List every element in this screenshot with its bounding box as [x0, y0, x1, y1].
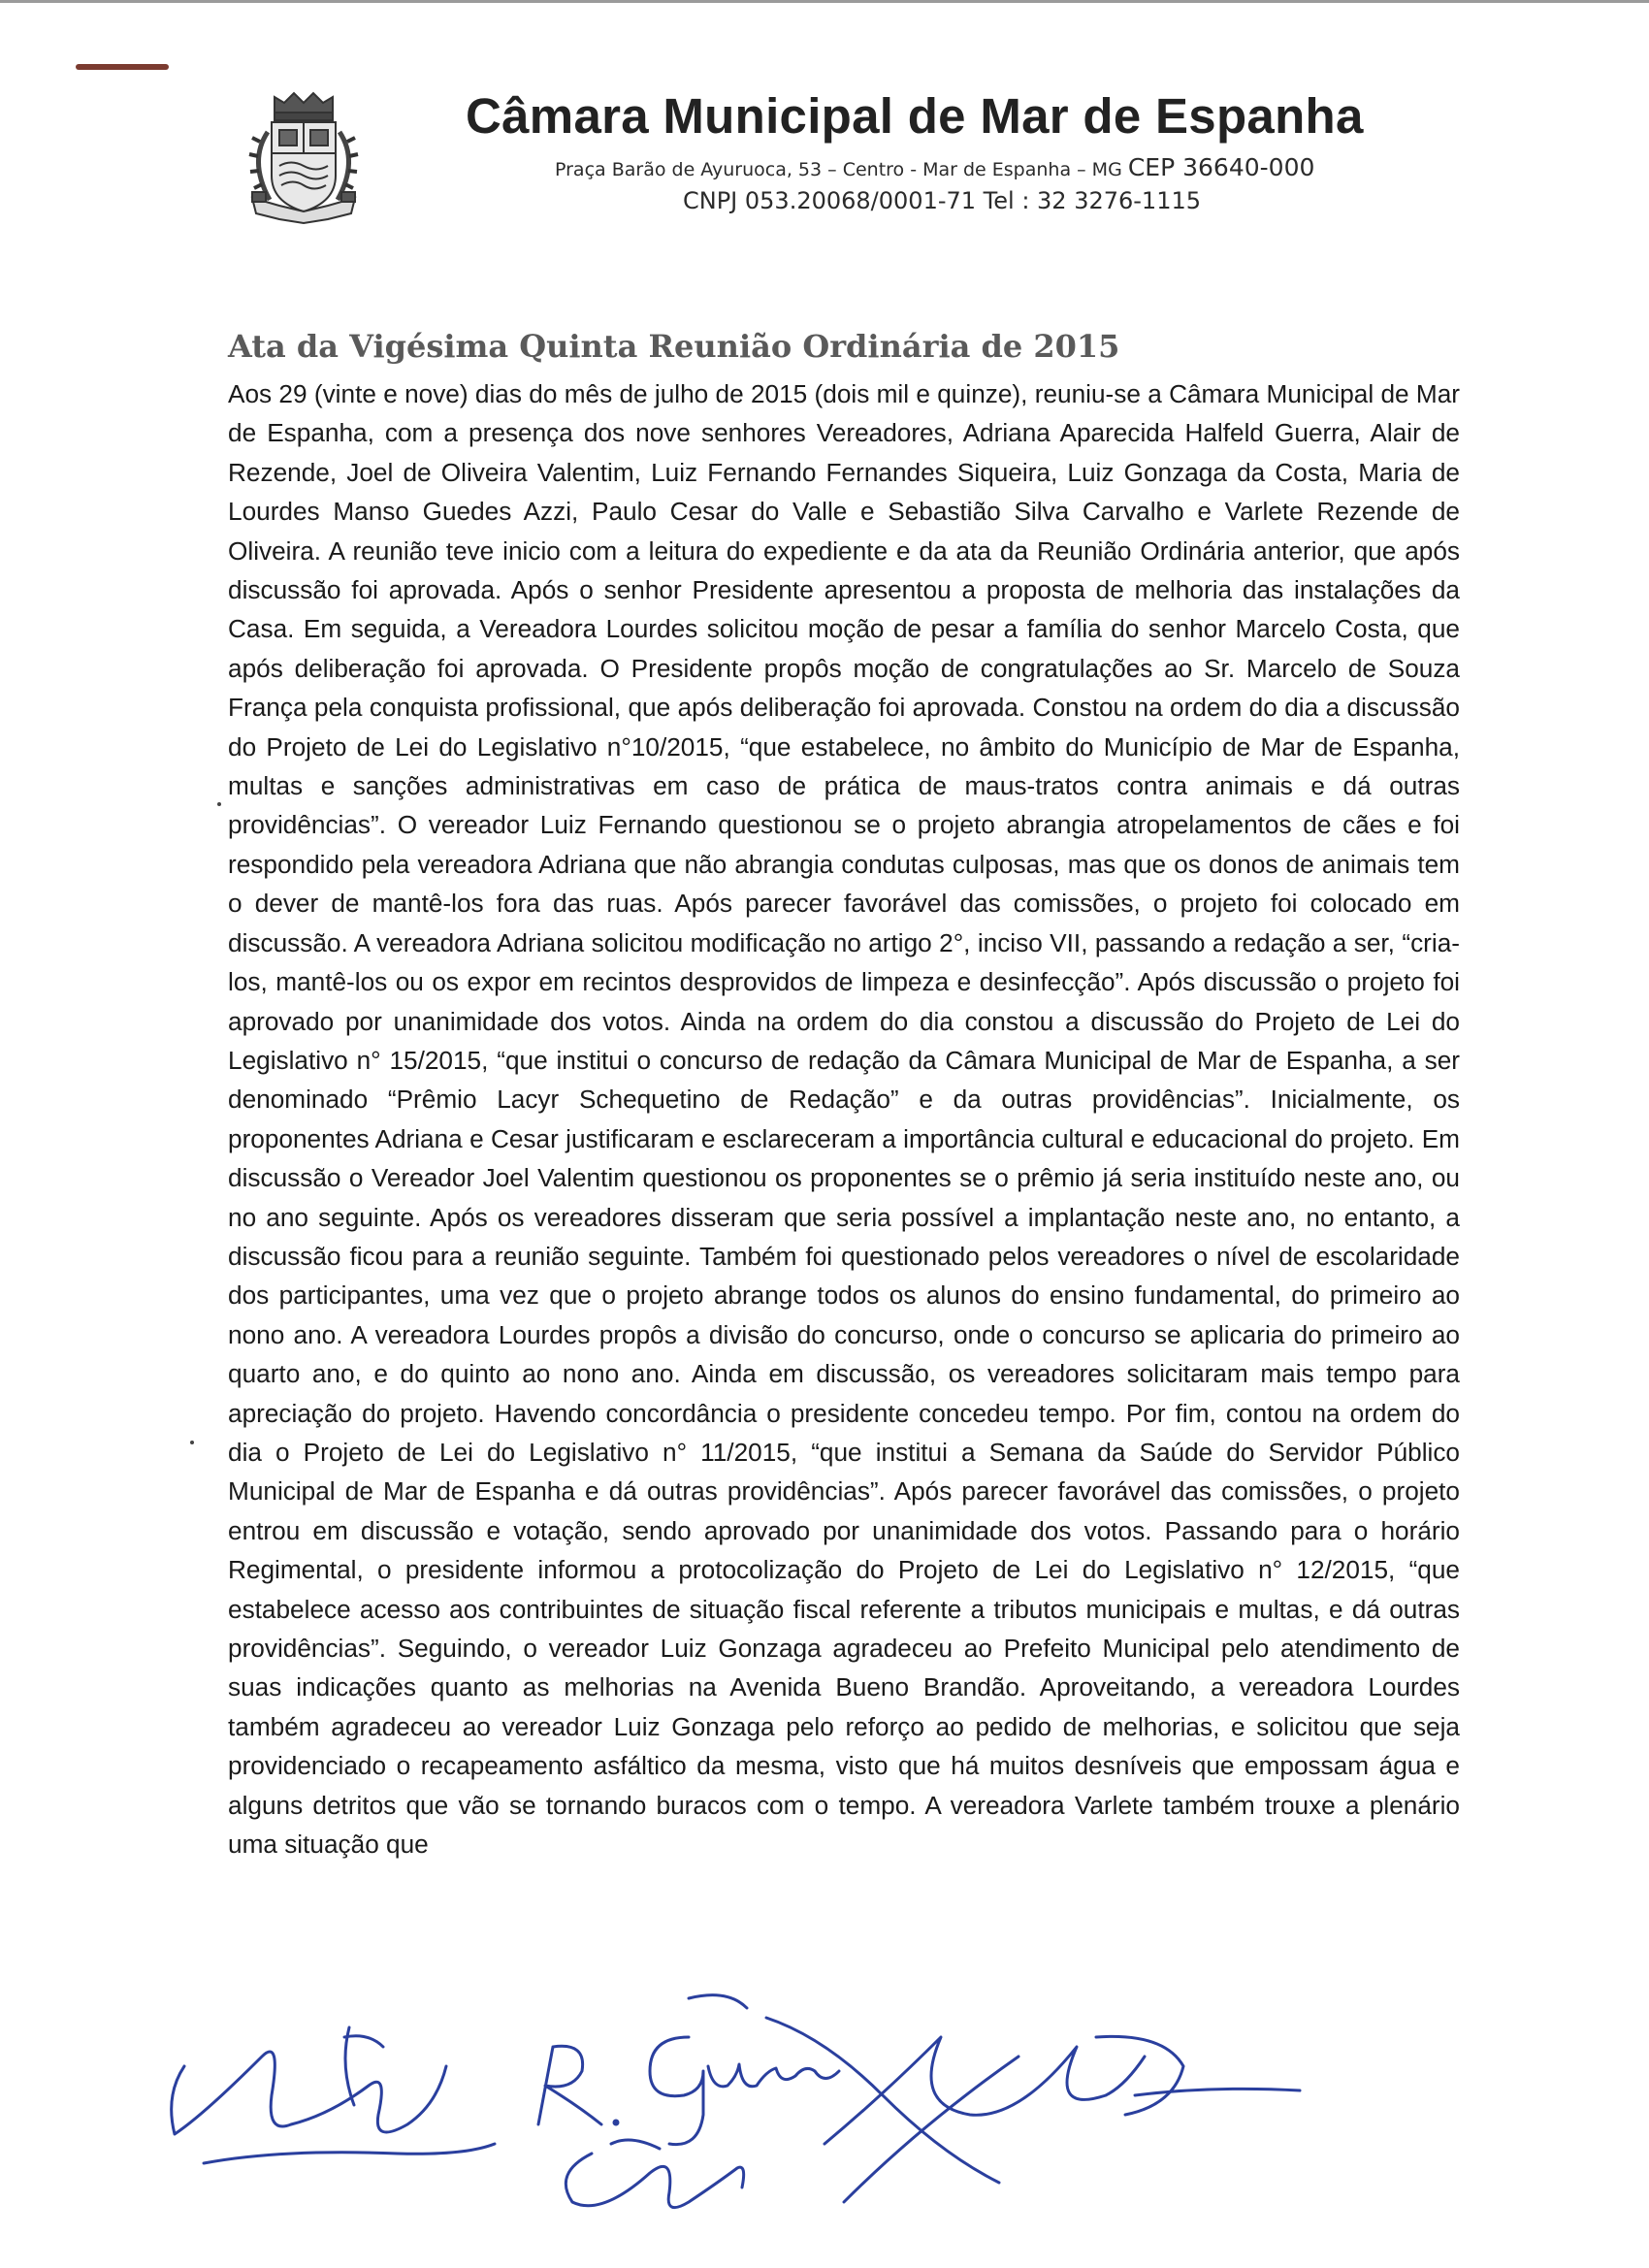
institution-cnpj-phone: CNPJ 053.20068/0001-71 Tel : 32 3276-1115: [683, 187, 1202, 214]
corner-ink-mark: [76, 64, 169, 70]
institution-address: [555, 153, 1314, 181]
handwritten-signatures-icon: [146, 1979, 1310, 2231]
postal-code: CEP 36640-000: [1127, 153, 1315, 181]
municipal-coat-of-arms-icon: [231, 83, 376, 229]
institution-name: Câmara Municipal de Mar de Espanha: [466, 88, 1364, 144]
margin-speck: [190, 1441, 194, 1444]
document-title: Ata da Vigésima Quinta Reunião Ordinária de 2015: [228, 328, 1120, 365]
document-body: Aos 29 (vinte e nove) dias do mês de julho de 2015 (dois mil e quinze), reuniu-se a Câmara Municipal de Mar de Espanha, com a presença dos nove senhores Vereadores, Adriana Aparecida Halfeld Guerra, Alair de Rezende, Joel de Oliveira Valentim, Luiz Fernando Fernandes Siqueira, Luiz Gonzaga da Costa, Maria de Lourdes Manso Guedes Azzi, Paulo Cesar do Valle e Sebastião Silva Carvalho e Varlete Rezende de Oliveira. A reunião teve inicio com a leitura do expediente e da ata da Reunião Ordinária anterior, que após discussão foi aprovada. Após o senhor Presidente apresentou a proposta de melhoria das instalações da Casa. Em seguida, a Vereadora Lourdes solicitou moção de pesar a família do senhor Marcelo Costa, que após deliberação foi aprovada. O Presidente propôs moção de congratulações ao Sr. Marcelo de Souza França pela conquista profissional, que após deliberação foi aprovada. Constou na ordem do dia a discussão do Projeto de Lei do Legislativo n°10/2015, “que estabelece, no âmbito do Município de Mar de Espanha, multas e sanções administrativas em caso de prática de maus-tratos contra animais e dá outras providências”. O vereador Luiz Fernando questionou se o projeto abrangia atropelamentos de cães e foi respondido pela vereadora Adriana que não abrangia condutas culposas, mas que os donos de animais tem o dever de mantê-los fora das ruas. Após parecer favorável das comissões, o projeto foi colocado em discussão. A vereadora Adriana solicitou modificação no artigo 2°, inciso VII, passando a redação a ser, “cria-los, mantê-los ou os expor em recintos desprovidos de limpeza e desinfecção”. Após discussão o projeto foi aprovado por unanimidade dos votos. Ainda na ordem do dia constou a discussão do Projeto de Lei do Legislativo n° 15/2015, “que institui o concurso de redação da Câmara Municipal de Mar de Espanha, a ser denominado “Prêmio Lacyr Schequetino de Redação” e da outras providências”. Inicialmente, os proponentes Adriana e Cesar justificaram e esclareceram a importância cultural e educacional do projeto. Em discussão o Vereador Joel Valentim questionou os proponentes se o prêmio já seria instituído neste ano, ou no ano seguinte. Após os vereadores disseram que seria possível a implantação neste ano, no entanto, a discussão ficou para a reunião seguinte. Também foi questionado pelos vereadores o nível de escolaridade dos participantes, uma vez que o projeto abrange todos os alunos do ensino fundamental, do primeiro ao nono ano. A vereadora Lourdes propôs a divisão do concurso, onde o concurso se aplicaria do primeiro ao quarto ano, e do quinto ao nono ano. Ainda em discussão, os vereadores solicitaram mais tempo para apreciação do projeto. Havendo concordância o presidente concedeu tempo. Por fim, contou na ordem do dia o Projeto de Lei do Legislativo n° 11/2015, “que institui a Semana da Saúde do Servidor Público Municipal de Mar de Espanha e dá outras providências”. Após parecer favorável das comissões, o projeto entrou em discussão e votação, sendo aprovado por unanimidade dos votos. Passando para o horário Regimental, o presidente informou a protocolização do Projeto de Lei do Legislativo n° 12/2015, “que estabelece acesso aos contribuintes de situação fiscal referente a tributos municipais e multas, e dá outras providências”. Seguindo, o vereador Luiz Gonzaga agradeceu ao Prefeito Municipal pelo atendimento de suas indicações quanto as melhorias na Avenida Bueno Brandão. Aproveitando, a vereadora Lourdes também agradeceu ao vereador Luiz Gonzaga pelo reforço ao pedido de melhorias, e solicitou que seja providenciado o recapeamento asfáltico da mesma, visto que há muitos desníveis que empossam água e alguns detritos que vão se tornando buracos com o tempo. A vereadora Varlete também trouxe a plenário uma situação que: [228, 379, 1460, 1860]
margin-speck: [217, 802, 221, 806]
address-text: Praça Barão de Ayuruoca, 53 – Centro - Mar de Espanha – MG: [555, 159, 1128, 180]
top-border-line: [0, 0, 1649, 3]
